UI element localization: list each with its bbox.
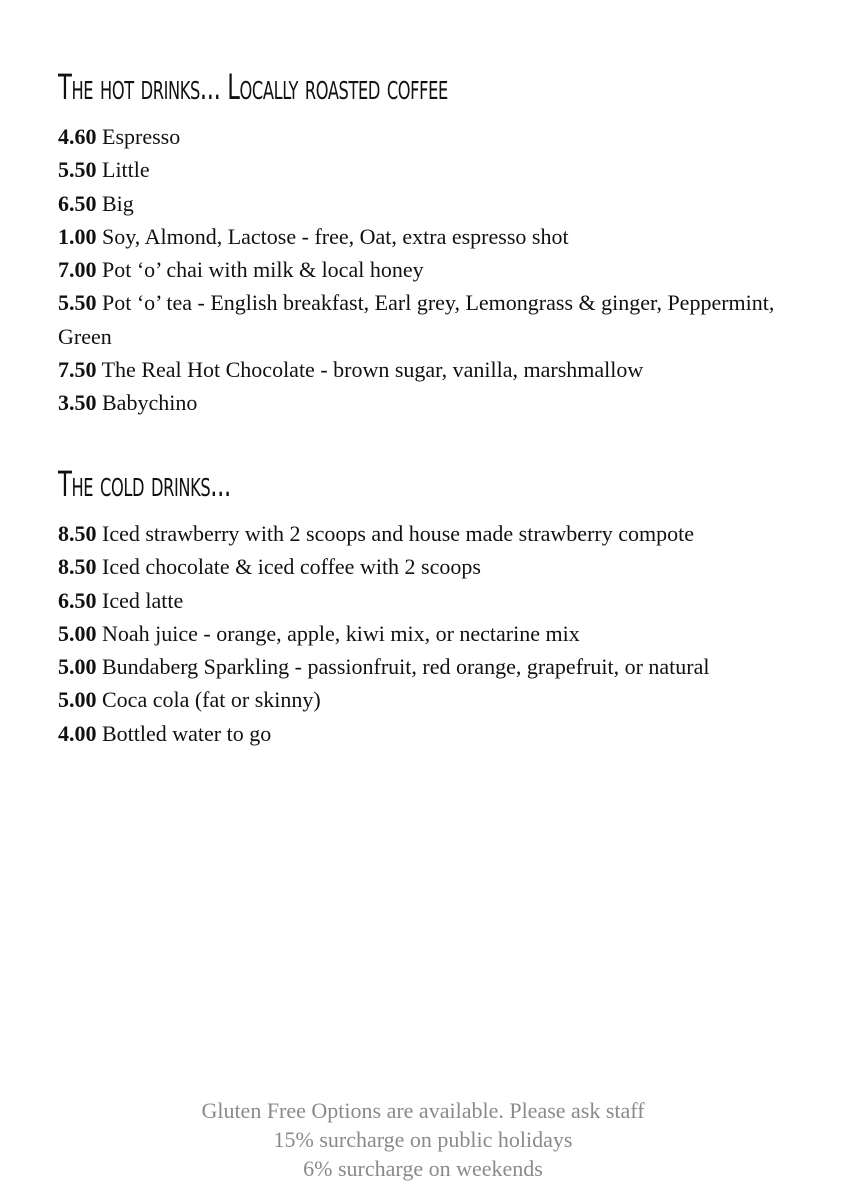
item-name: Espresso: [102, 124, 181, 149]
menu-item: [58, 286, 828, 353]
item-price: 5.00: [58, 620, 97, 646]
item-name: Little: [102, 157, 150, 183]
item-price: 7.00: [58, 257, 97, 283]
menu-item: [58, 253, 828, 286]
item-price: 4.60: [58, 124, 97, 149]
hot-drinks-heading: The hot drinks... Locally roasted coffee: [58, 68, 448, 108]
menu-item: [58, 153, 828, 186]
item-name: Pot ‘o’ tea - English breakfast, Earl grey, Lemongrass & ginger, Peppermint, Green: [58, 290, 775, 349]
item-price: 3.50: [58, 390, 97, 416]
item-name: Big: [102, 190, 134, 216]
item-name: Pot ‘o’ chai with milk & local honey: [102, 257, 424, 283]
item-price: 6.50: [58, 587, 97, 613]
item-name: Bundaberg Sparkling - passionfruit, red orange, grapefruit, or natural: [102, 654, 710, 680]
menu-item: [58, 683, 828, 716]
item-price: 4.00: [58, 720, 97, 746]
public-holiday-surcharge-note: 15% surcharge on public holidays: [273, 1127, 573, 1152]
item-price: 5.00: [58, 687, 97, 713]
item-price: 8.50: [58, 521, 97, 546]
cold-drinks-list: [58, 517, 828, 750]
menu-item: [58, 617, 828, 650]
item-name: Noah juice - orange, apple, kiwi mix, or nectarine mix: [102, 620, 580, 646]
item-price: 5.50: [58, 290, 97, 316]
item-price: 5.00: [58, 654, 97, 680]
item-name: Iced strawberry with 2 scoops and house made strawberry compote: [102, 521, 694, 546]
item-price: 7.50: [58, 357, 97, 383]
item-name: The Real Hot Chocolate - brown sugar, vanilla, marshmallow: [101, 357, 644, 383]
menu-item: [58, 187, 828, 220]
item-name: Iced chocolate & iced coffee with 2 scoops: [102, 554, 481, 580]
item-price: 8.50: [58, 554, 97, 580]
item-price: 1.00: [58, 223, 97, 249]
item-price: 6.50: [58, 190, 97, 216]
footer-notes: [0, 1096, 846, 1183]
cold-drinks-heading: The cold drinks...: [58, 465, 231, 505]
menu-item: [58, 550, 828, 583]
item-name: Babychino: [102, 390, 198, 416]
menu-item: [58, 353, 828, 386]
menu-item: [58, 517, 828, 550]
item-price: 5.50: [58, 157, 97, 183]
menu-item: [58, 584, 828, 617]
menu-item: [58, 650, 828, 683]
item-name: Coca cola (fat or skinny): [102, 687, 321, 713]
item-name: Soy, Almond, Lactose - free, Oat, extra espresso shot: [102, 223, 569, 249]
cold-drinks-section: [58, 459, 828, 750]
menu-item: [58, 120, 828, 153]
gluten-free-note: Gluten Free Options are available. Please ask staff: [201, 1098, 645, 1123]
weekend-surcharge-note: 6% surcharge on weekends: [303, 1156, 543, 1181]
item-name: Bottled water to go: [102, 720, 272, 746]
menu-item: [58, 386, 828, 419]
menu-item: [58, 220, 828, 253]
hot-drinks-section: [58, 62, 828, 420]
hot-drinks-list: [58, 120, 828, 420]
menu-item: [58, 717, 828, 750]
item-name: Iced latte: [102, 587, 184, 613]
